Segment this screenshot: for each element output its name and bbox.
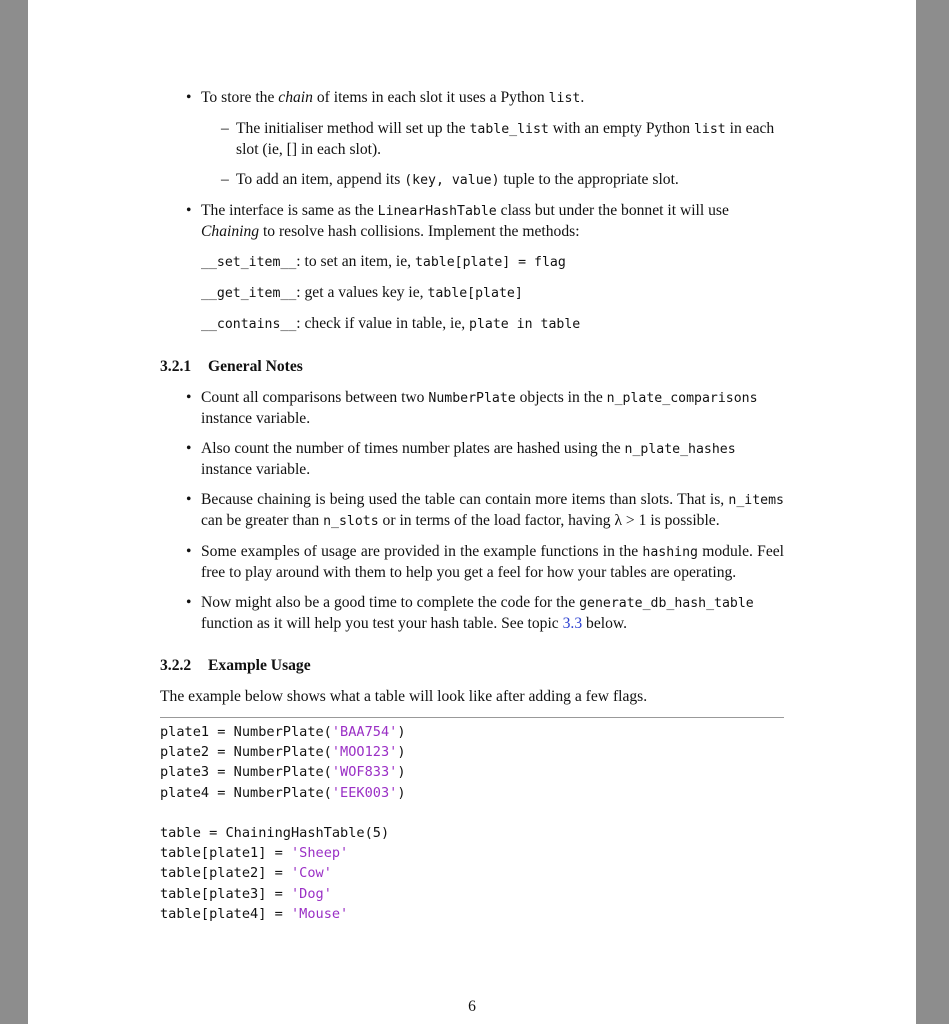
list-item: • To store the chain of items in each slot it uses a Python list. – The initialiser method will set up the table_list with an empty Python list in each slot (ie, [] in each slot). – To add an item, append its (key, value) tuple to the appropriate slot.: [160, 88, 784, 191]
code-line: table[plate3] = 'Dog': [160, 885, 332, 902]
list-item: – To add an item, append its (key, value) tuple to the appropriate slot.: [201, 170, 784, 191]
list-item: • Now might also be a good time to complete the code for the generate_db_hash_table function as it will help you test your hash table. See topic 3.3 below.: [160, 593, 784, 634]
method-item: __set_item__: to set an item, ie, table[plate] = flag: [201, 253, 566, 270]
method-item: __get_item__: get a values key ie, table[plate]: [201, 284, 523, 301]
topic-link[interactable]: 3.3: [562, 615, 583, 632]
example-intro: The example below shows what a table will look like after adding a few flags.: [160, 688, 648, 705]
list-item: • Because chaining is being used the table can contain more items than slots. That is, n_items can be greater than n_slots or in terms of the load factor, having λ > 1 is possible.: [160, 490, 784, 532]
code-block: [160, 722, 784, 924]
code-line: table = ChainingHashTable(5): [160, 825, 390, 842]
list-item: • Also count the number of times number plates are hashed using the n_plate_hashes instance variable.: [160, 439, 784, 480]
page-number: 6: [468, 998, 476, 1015]
sub-bullet-list: [201, 119, 784, 191]
list-item: • The interface is same as the LinearHashTable class but under the bonnet it will use Chaining to resolve hash collisions. Implement the methods: __set_item__: to set an item, ie, table[plate] = flag __get_item__: get a values key ie, table[plate] __contains__: check if value in table, ie, plate in table: [160, 201, 784, 335]
general-notes-list: [160, 388, 784, 634]
list-item: • Some examples of usage are provided in the example functions in the hashing module. Feel free to play around with them to help you get a feel for how your tables are operating.: [160, 542, 784, 583]
code-line: plate4 = NumberPlate('EEK003'): [160, 784, 406, 801]
top-bullet-list: [160, 88, 784, 335]
list-item: • Count all comparisons between two NumberPlate objects in the n_plate_comparisons instance variable.: [160, 388, 784, 429]
code-line: plate1 = NumberPlate('BAA754'): [160, 724, 406, 740]
section-heading-example-usage: 3.2.2 Example Usage: [160, 657, 311, 674]
code-line: table[plate2] = 'Cow': [160, 865, 332, 882]
method-list: [201, 252, 784, 335]
code-line: table[plate1] = 'Sheep': [160, 845, 349, 862]
code-line: plate3 = NumberPlate('WOF833'): [160, 764, 406, 781]
code-line: plate2 = NumberPlate('MOO123'): [160, 744, 406, 761]
list-item: – The initialiser method will set up the table_list with an empty Python list in each slot (ie, [] in each slot).: [201, 119, 784, 160]
document-page: [28, 0, 916, 1024]
code-divider: [160, 717, 784, 718]
section-heading-general-notes: 3.2.1 General Notes: [160, 358, 303, 375]
code-line: table[plate4] = 'Mouse': [160, 905, 349, 922]
page-content: [160, 88, 784, 924]
method-item: __contains__: check if value in table, ie, plate in table: [201, 315, 581, 332]
